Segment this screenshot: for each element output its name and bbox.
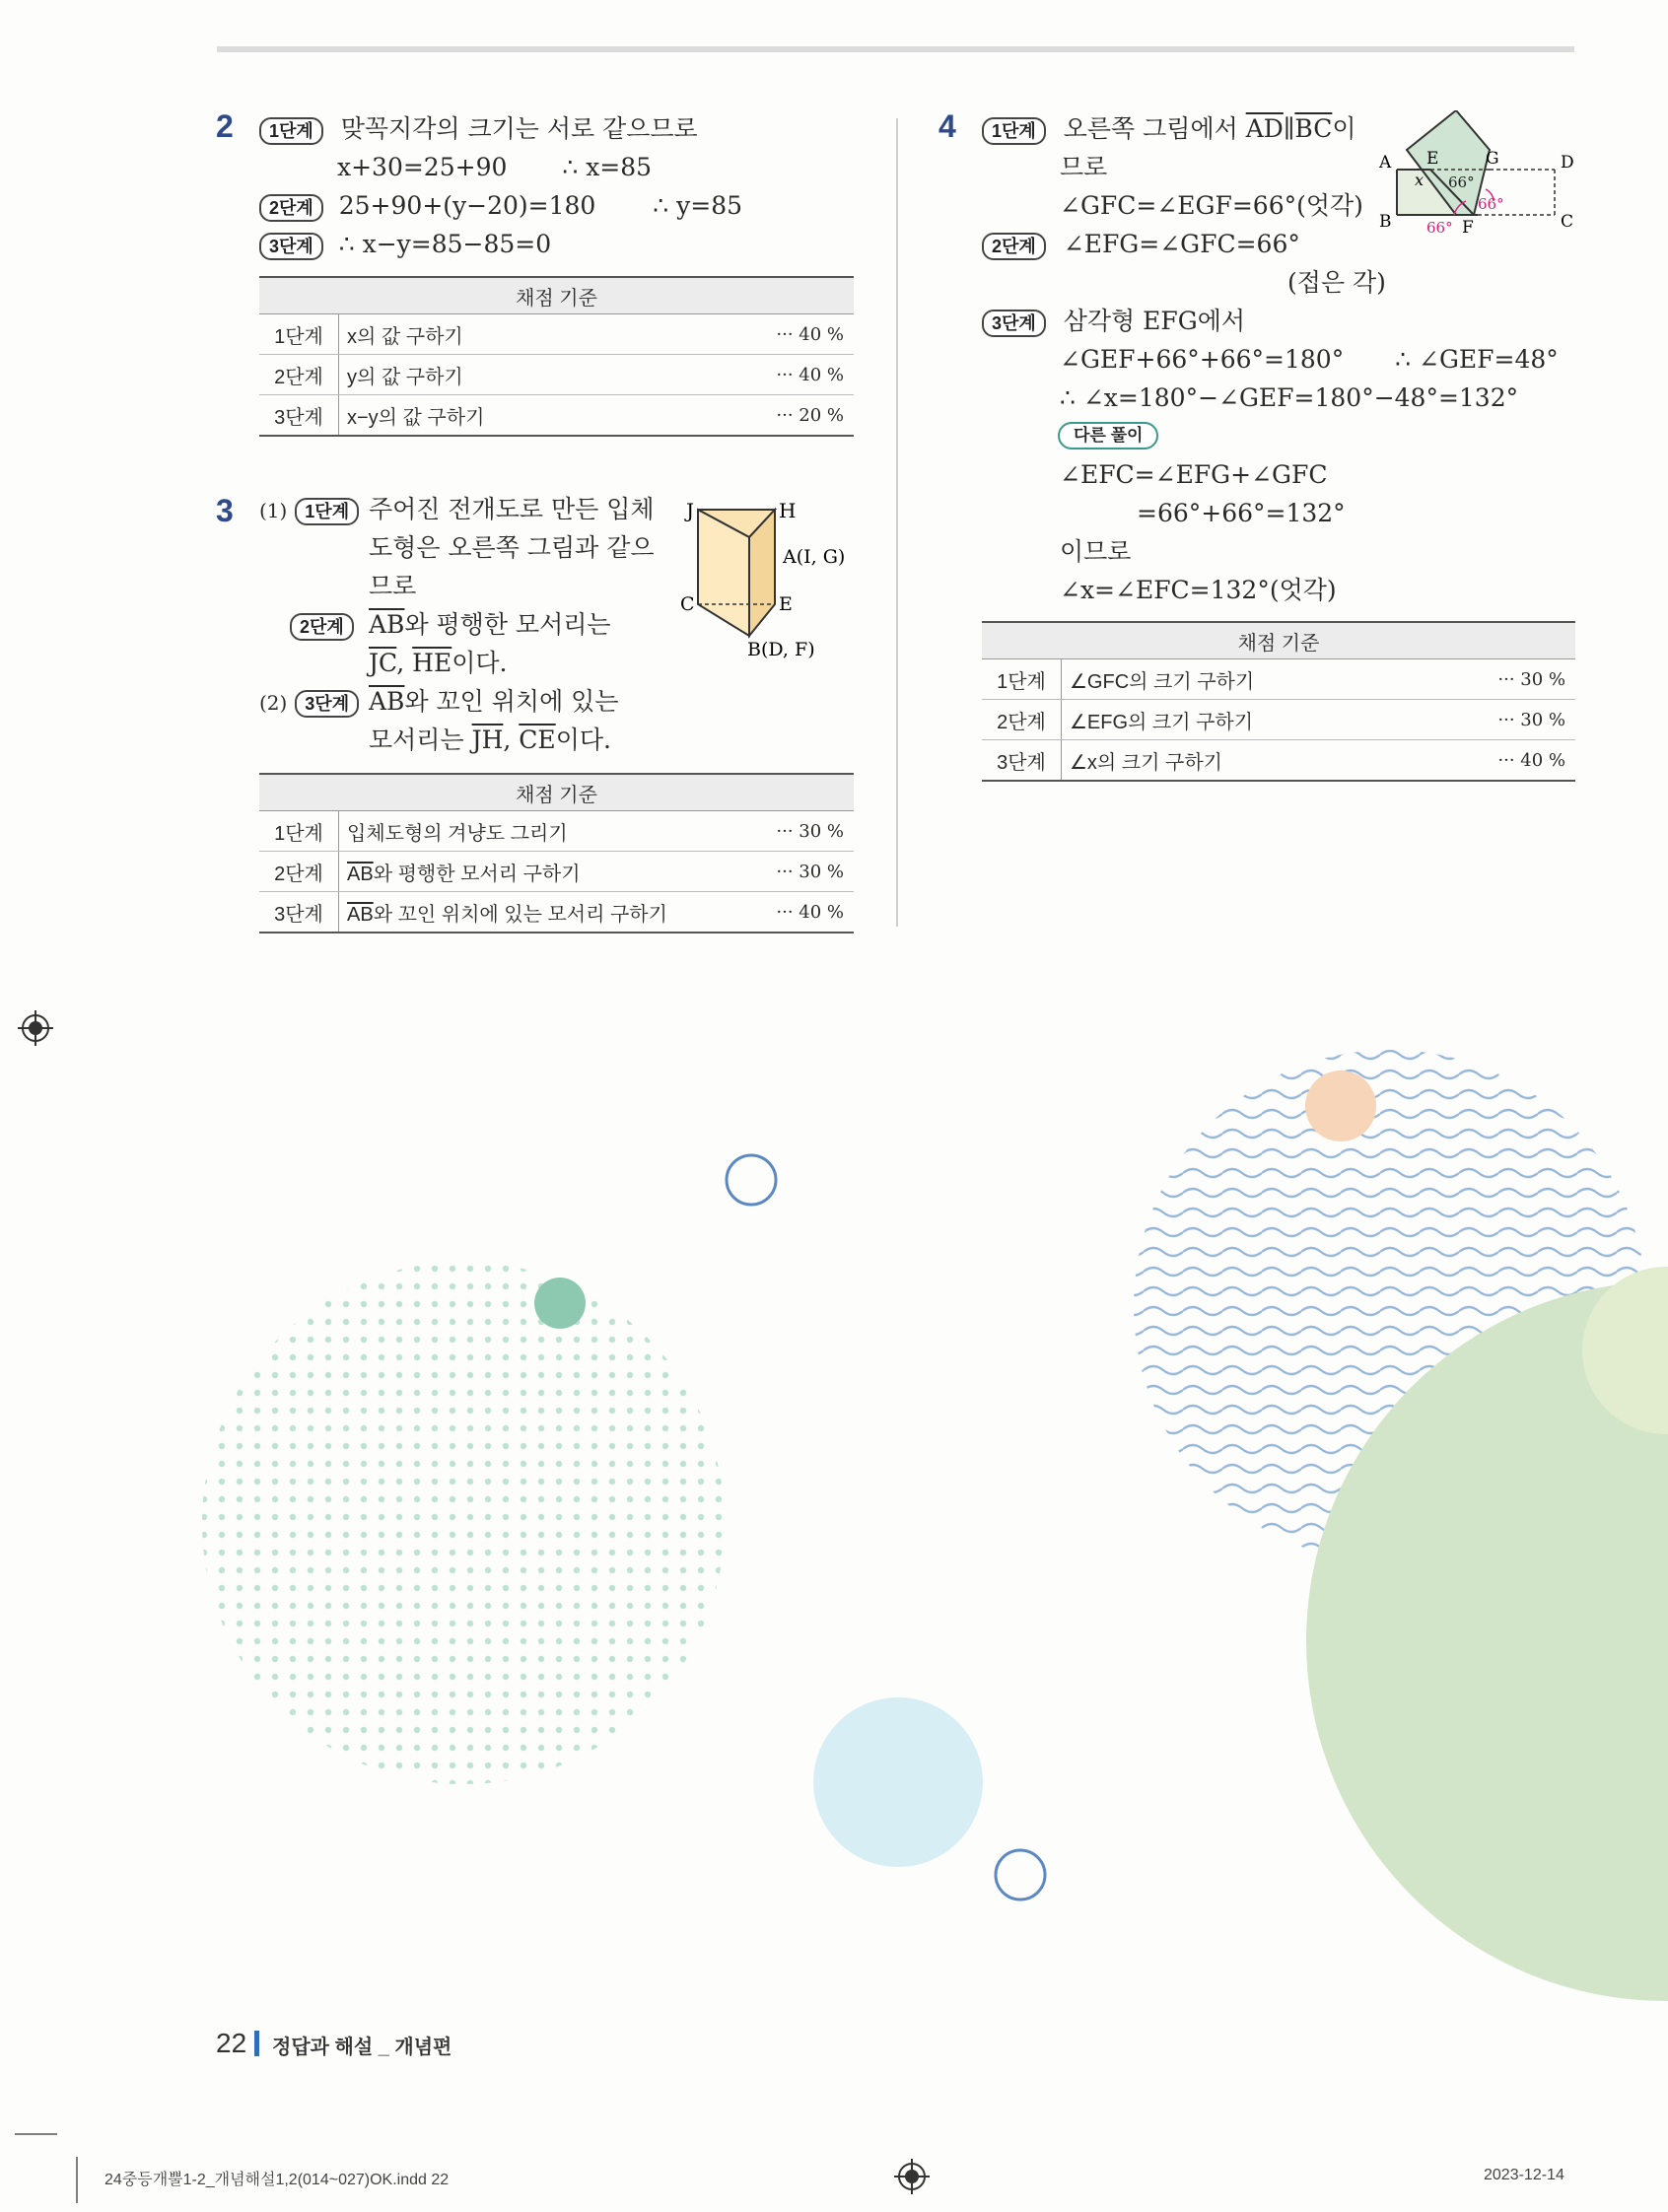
separator: , <box>503 726 520 754</box>
label-C: C <box>680 593 695 615</box>
step-cell: 3단계 <box>259 892 339 933</box>
step-cell: 1단계 <box>982 659 1062 700</box>
problem2-step1 <box>259 110 698 148</box>
problem-number: 2 <box>216 108 234 144</box>
segment: $\overline{BC}$ <box>1294 114 1333 143</box>
step-badge: 1단계 <box>982 117 1046 145</box>
angle-label: 66° <box>1448 173 1475 191</box>
segment: $\overline{AB}$ <box>369 687 405 716</box>
desc-cell: 입체도형의 겨냥도 그리기 <box>339 811 735 852</box>
scoring-table <box>982 621 1575 782</box>
pct-cell: ··· 30 % <box>1456 700 1575 740</box>
segment: $\overline{HE}$ <box>412 649 452 677</box>
text-line: 므로 <box>369 572 417 600</box>
desc-cell: ∠EFG의 크기 구하기 <box>1062 700 1457 740</box>
equation-line <box>337 149 652 186</box>
problem3-step2 <box>290 606 354 644</box>
text: 이다. <box>452 649 508 677</box>
blue-ring-top <box>727 1155 776 1205</box>
step-cell: 2단계 <box>259 355 339 395</box>
equation-line: ∴ ∠x=180°−∠GEF=180°−48°=132° <box>1060 383 1519 412</box>
equation-result: ∴ ∠GEF=48° <box>1395 345 1559 374</box>
part-label: (1) <box>259 499 288 522</box>
text: 삼각형 EFG에서 <box>1063 307 1246 335</box>
label-G: G <box>1486 149 1499 169</box>
step-cell: 1단계 <box>259 314 339 355</box>
table-row <box>259 355 854 395</box>
pct-cell: ··· 40 % <box>734 314 854 355</box>
pct-cell: ··· 30 % <box>1456 659 1575 700</box>
label-A: A(I, G) <box>783 546 846 568</box>
top-rule <box>217 46 1574 52</box>
part-label: (2) <box>259 691 288 715</box>
step-badge: 2단계 <box>290 613 354 641</box>
equation: x+30=25+90 <box>337 153 508 181</box>
light-blue-circle <box>813 1697 983 1867</box>
label-B: B <box>1379 212 1392 232</box>
text: 모서리는 <box>369 726 472 754</box>
slug-filename: 24중등개뿔1-2_개념해설1,2(014~027)OK.indd 22 <box>104 2172 450 2188</box>
alt-solution-badge: 다른 풀이 <box>1058 422 1158 449</box>
equation-line: ∠GFC=∠EGF=66°(엇각) <box>1060 191 1363 220</box>
equation: ∠GEF+66°+66°=180° <box>1060 345 1345 374</box>
step-cell: 3단계 <box>982 740 1062 782</box>
pct-cell: ··· 20 % <box>734 395 854 437</box>
table-row <box>259 811 854 852</box>
step-cell: 3단계 <box>259 395 339 437</box>
pct-cell: ··· 40 % <box>734 355 854 395</box>
parallel-symbol: ∥ <box>1283 114 1295 143</box>
equation: ∴ x−y=85−85=0 <box>338 230 552 258</box>
equation-line <box>1060 341 1559 379</box>
step-badge: 2단계 <box>259 194 323 222</box>
step-cell: 2단계 <box>259 852 339 892</box>
text: 오른쪽 그림에서 <box>1063 114 1246 143</box>
text-line: 주어진 전개도로 만든 입체 <box>369 495 655 523</box>
desc-cell <box>339 892 735 933</box>
angle-label: 66° <box>1426 219 1453 237</box>
segment: $\overline{CE}$ <box>519 726 556 754</box>
step-cell: 2단계 <box>982 700 1062 740</box>
label-J: J <box>686 499 695 522</box>
table-row <box>259 852 854 892</box>
pct-cell: ··· 40 % <box>734 892 854 933</box>
text-line <box>369 683 618 721</box>
problem2-step2 <box>259 187 742 225</box>
dot-pattern-circle <box>197 1262 730 1794</box>
label-F: F <box>1462 218 1474 238</box>
label-B: B(D, F) <box>747 639 815 660</box>
registration-mark-bottom <box>894 2159 930 2194</box>
scoring-table <box>259 773 854 933</box>
equation-line: ∠EFC=∠EFG+∠GFC <box>1060 460 1328 489</box>
table-header: 채점 기준 <box>982 622 1575 659</box>
text-line: 도형은 오른쪽 그림과 같으 <box>369 533 655 562</box>
column-divider <box>896 118 898 927</box>
problem3-step3 <box>259 683 359 722</box>
table-row <box>982 740 1575 782</box>
step-badge: 2단계 <box>982 233 1046 260</box>
pct-cell: ··· 30 % <box>734 852 854 892</box>
table-row <box>982 700 1575 740</box>
equation-line: =66°+66°=132° <box>1137 499 1346 527</box>
scoring-table <box>259 276 854 437</box>
desc-cell: x−y의 값 구하기 <box>339 395 735 437</box>
alt-solution-badge-wrap <box>1058 422 1158 449</box>
table-row <box>982 659 1575 700</box>
step-badge: 3단계 <box>259 233 323 260</box>
label-E: E <box>779 593 793 615</box>
page-number: 22 <box>216 2028 247 2058</box>
segment: $\overline{AD}$ <box>1245 114 1284 143</box>
equation-result: ∴ y=85 <box>653 191 743 220</box>
table-header: 채점 기준 <box>259 774 854 811</box>
equation-line: ∠x=∠EFC=132°(엇각) <box>1060 576 1337 604</box>
problem3-step1 <box>259 491 359 529</box>
label-D: D <box>1561 153 1574 173</box>
equation: ∠EFG=∠GFC=66° <box>1063 230 1300 258</box>
equation-result: ∴ x=85 <box>562 153 653 181</box>
segment: $\overline{JC}$ <box>369 649 397 677</box>
desc-cell <box>339 852 735 892</box>
label-A: A <box>1379 153 1392 173</box>
step-badge: 3단계 <box>982 310 1046 337</box>
step-badge: 3단계 <box>295 690 359 718</box>
pct-cell: ··· 40 % <box>1456 740 1575 782</box>
segment: $\overline{AB}$ <box>347 863 374 885</box>
registration-mark-left <box>18 1010 53 1046</box>
separator: , <box>396 649 413 677</box>
segment: $\overline{AB}$ <box>369 610 405 639</box>
desc-text: 와 꼬인 위치에 있는 모서리 구하기 <box>373 903 667 926</box>
text-line: 므로 <box>1060 153 1108 181</box>
segment: $\overline{JH}$ <box>471 726 504 754</box>
segment: $\overline{AB}$ <box>347 903 374 926</box>
angle-label: 66° <box>1478 195 1504 213</box>
slug-date: 2023-12-14 <box>1484 2167 1564 2183</box>
desc-cell: y의 값 구하기 <box>339 355 735 395</box>
desc-cell: ∠GFC의 크기 구하기 <box>1062 659 1457 700</box>
footer-accent-bar <box>254 2031 259 2056</box>
label-C: C <box>1561 212 1574 232</box>
label-H: H <box>779 499 797 522</box>
text: 와 꼬인 위치에 있는 <box>404 687 619 716</box>
peach-circle <box>1305 1071 1376 1141</box>
step-cell: 1단계 <box>259 811 339 852</box>
text-line <box>369 722 611 759</box>
text: 와 평행한 모서리는 <box>404 610 611 639</box>
problem2-step3 <box>259 226 551 263</box>
equation: 25+90+(y−20)=180 <box>338 191 596 220</box>
table-header: 채점 기준 <box>259 277 854 314</box>
text-line: 맞꼭지각의 크기는 서로 같으므로 <box>340 114 698 143</box>
problem4-step2 <box>982 226 1300 263</box>
note: (접은 각) <box>1287 268 1386 297</box>
prism-figure <box>670 488 868 665</box>
text-line: 이므로 <box>1060 537 1132 566</box>
footer-title: 정답과 해설 _ 개념편 <box>272 2037 452 2058</box>
label-x: x <box>1415 171 1425 189</box>
text: 이다. <box>555 726 611 754</box>
pct-cell: ··· 30 % <box>734 811 854 852</box>
table-row <box>259 395 854 437</box>
teal-circle <box>534 1278 586 1329</box>
label-E: E <box>1426 149 1439 169</box>
table-row <box>259 892 854 933</box>
text: 이 <box>1332 114 1356 143</box>
problem4-step1 <box>982 110 1356 148</box>
problem4-step3 <box>982 303 1245 340</box>
folded-paper-figure <box>1375 110 1582 243</box>
text-line <box>369 606 611 644</box>
problem-number: 4 <box>938 108 956 144</box>
desc-text: 와 평행한 모서리 구하기 <box>373 863 581 885</box>
desc-cell: x의 값 구하기 <box>339 314 735 355</box>
text-line <box>369 645 507 682</box>
step-badge: 1단계 <box>295 498 359 525</box>
table-row <box>259 314 854 355</box>
blue-ring-bottom <box>996 1850 1045 1900</box>
step-badge: 1단계 <box>259 117 323 145</box>
desc-cell: ∠x의 크기 구하기 <box>1062 740 1457 782</box>
problem-number: 3 <box>216 493 234 528</box>
